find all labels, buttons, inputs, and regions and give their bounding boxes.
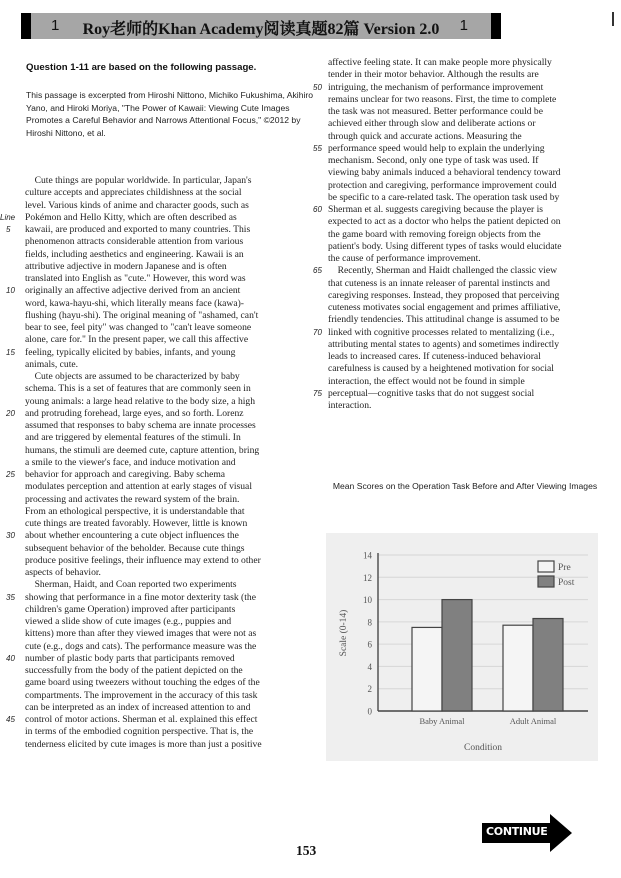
passage-line: [328, 302, 613, 314]
passage-line: [328, 155, 613, 167]
passage-left-column: [0, 175, 315, 751]
passage-line-text: successfully from the body of the patient depicted on the: [25, 665, 243, 676]
passage-line-text: perceptual—cognitive tasks that do not suggest social: [328, 387, 535, 399]
x-tick-label: Adult Animal: [509, 716, 557, 726]
passage-line-text: produce positive feelings, their influence may extend to other: [25, 554, 261, 566]
passage-line-text: originally an affective adjective derived from an ancient: [25, 285, 241, 297]
passage-line-text: behavior for approach and caregiving. Baby schema: [25, 469, 226, 480]
passage-line: [328, 216, 613, 228]
passage-line-text: in terms of the embodied cognition perspective. That is, the: [25, 726, 254, 738]
passage-line: [328, 400, 613, 412]
passage-line-text: humans, the stimuli are deemed cute, capture attention, bring: [25, 444, 260, 456]
line-number: 50: [313, 82, 322, 92]
passage-line: [25, 726, 315, 738]
passage-line: [25, 518, 315, 530]
passage-line: [25, 739, 315, 751]
passage-line: [328, 351, 613, 363]
arrow-right-icon: [550, 814, 572, 852]
passage-intro: This passage is excerpted from Hiroshi Nittono, Michiko Fukushima, Akihiro Yano, and Hiroki Moriya, "The Power of Kawaii: Viewing Cute Images Promotes a Careful Behavior and Narrows Attentional Focus," ©2012 by Hiroshi Nittono, et al.: [26, 90, 314, 138]
passage-line: [25, 506, 315, 518]
passage-line-text: compartments. The improvement in the accuracy of this task: [25, 689, 258, 701]
passage-line: [25, 273, 315, 285]
passage-line-text: friendly tendencies. This attitudinal change is assumed to be: [328, 314, 560, 326]
passage-line: [6, 224, 315, 236]
passage-line-text: Pokémon and Hello Kitty, which are often described as: [25, 211, 237, 223]
y-tick-label: 6: [367, 639, 372, 650]
passage-line: [313, 204, 613, 216]
y-tick-label: 4: [367, 661, 372, 672]
y-tick-label: 0: [367, 706, 372, 717]
passage-line-text: caregiving responses. Instead, they proposed that perceiving: [328, 289, 560, 301]
x-axis-label: Condition: [463, 743, 503, 753]
passage-line: [328, 339, 613, 351]
passage-line-text: the cause of performance improvement.: [328, 253, 481, 264]
passage-line: [25, 457, 315, 469]
passage-line-text: phenomenon attracts considerable attention from various: [25, 236, 244, 248]
passage-line-text: processing and activates the reward system of the brain.: [25, 493, 240, 505]
passage-line-text: cuteness motivates social engagement and primes affiliative,: [328, 302, 561, 313]
passage-line: [25, 322, 315, 334]
passage-line: [25, 432, 315, 444]
passage-line: [25, 261, 315, 273]
passage-line: [6, 346, 315, 359]
passage-line: [25, 616, 315, 628]
passage-line-text: and protruding forehead, large eyes, and so forth. Lorenz: [25, 407, 244, 419]
passage-line-text: affective feeling state. It can make people more physically: [328, 57, 552, 68]
passage-line-text: attributive adjective in modern Japanese and is often: [25, 260, 227, 272]
passage-line-text: kittens) more than after they viewed images that were not as: [25, 628, 257, 640]
passage-line: [313, 387, 613, 400]
line-number: 60: [313, 205, 322, 214]
legend-label-pre: Pre: [558, 563, 571, 573]
passage-line-text: number of plastic body parts that participants removed: [25, 652, 235, 664]
passage-line: [25, 579, 315, 591]
chart-panel: [326, 533, 598, 761]
passage-line: [25, 702, 315, 714]
passage-line: [25, 298, 315, 310]
passage-line-text: young animals: a large head relative to the body size, a high: [25, 395, 256, 407]
passage-line: [328, 131, 613, 143]
passage-line-text: bear to see, feel pity" was changed to "can't leave someone: [25, 322, 252, 333]
bar-pre-adult-animal: [503, 625, 533, 711]
passage-line-text: interaction, the effect would not be found in simple: [328, 375, 525, 387]
passage-line-text: the game board with removing foreign objects from the: [328, 228, 541, 240]
continue-arrow[interactable]: [482, 814, 574, 852]
passage-line-text: subsequent behavior of the beholder. Because cute things: [25, 542, 245, 554]
passage-line-text: children's game Operation) improved after participants: [25, 603, 236, 615]
passage-line-text: be specific to a care-related task. The operation task used by: [328, 191, 560, 203]
header-title: Roy老师的Khan Academy阅读真题82篇 Version 2.0: [82, 21, 440, 38]
passage-line-text: that cuteness is an innate releaser of parental instincts and: [328, 277, 550, 289]
y-tick-label: 10: [363, 595, 372, 606]
question-heading: Question 1-11 are based on the following passage.: [26, 62, 257, 73]
line-number: 75: [313, 388, 322, 398]
line-number: 70: [313, 327, 322, 337]
passage-line-text: viewing baby animals induced a behavioral tendency toward: [328, 167, 561, 179]
passage-line-text: From an ethological perspective, it is understandable that: [25, 505, 245, 517]
passage-line: [25, 236, 315, 248]
passage-line-text: game board using tweezers without touching the edges of the: [25, 677, 260, 689]
passage-line-text: fields, including aesthetics and engineering. Kawaii is an: [25, 248, 244, 260]
passage-line: [25, 420, 315, 432]
passage-line: [328, 69, 613, 81]
passage-line-text: cute (e.g., dogs and cats). The performance measure was the: [25, 640, 257, 652]
passage-line-text: expected to act as a doctor who helps the patient depicted on: [328, 216, 561, 228]
passage-line-text: tenderness elicited by cute images is more than just a positive: [25, 738, 262, 750]
passage-line: [6, 285, 315, 297]
passage-line: [328, 118, 613, 130]
passage-line-text: animals, cute.: [25, 358, 79, 370]
passage-line: [25, 334, 315, 346]
passage-line-text: intriguing, the mechanism of performance improvement: [328, 81, 544, 93]
passage-line-text: through quick and accurate actions. Measuring the: [328, 130, 522, 142]
passage-line-text: schema. This is a set of features that are commonly seen in: [25, 383, 251, 395]
y-tick-label: 14: [363, 550, 372, 561]
passage-line-text: interaction.: [328, 400, 372, 411]
passage-line: [25, 604, 315, 616]
page-header: [21, 13, 501, 39]
passage-line-text: culture accepts and appreciates childishness at the social: [25, 187, 242, 199]
page-number: 153: [296, 843, 317, 858]
passage-line-text: and are triggered by elemental features of the stimuli. In: [25, 432, 241, 444]
passage-line: [6, 591, 315, 604]
passage-line-text: about whether encountering a cute object influences the: [25, 530, 239, 542]
passage-line-text: Sherman, Haidt, and Coan reported two experiments: [25, 579, 237, 591]
passage-line-text: showing that performance in a fine motor dexterity task (the: [25, 591, 256, 603]
passage-line: [25, 543, 315, 555]
passage-line-text: leads to increased cares. If cuteness-induced behavioral: [328, 351, 541, 362]
passage-line-text: cute things are treated favorably. However, little is known: [25, 518, 248, 529]
chart-title: Mean Scores on the Operation Task Before and After Viewing Images: [332, 481, 598, 491]
passage-line-text: Sherman et al. suggests caregiving because the player is: [328, 204, 543, 215]
line-number: 30: [6, 531, 15, 541]
passage-line: [328, 278, 613, 290]
passage-line-text: carefulness is caused by a heightened motivation for social: [328, 363, 554, 375]
passage-line-text: tender in their motor behavior. Although the results are: [328, 69, 539, 81]
x-tick-label: Baby Animal: [419, 716, 465, 726]
page-edge-mark: [612, 12, 614, 26]
y-tick-label: 8: [367, 617, 372, 628]
passage-line: [313, 81, 613, 94]
passage-line: [328, 94, 613, 106]
passage-line-text: control of motor actions. Sherman et al. explained this effect: [25, 714, 258, 725]
passage-line: [25, 200, 315, 212]
line-number: 55: [313, 143, 322, 153]
passage-line-text: word, kawa-hayu-shi, which literally means face (kawa)-: [25, 297, 244, 309]
passage-line: [328, 363, 613, 375]
passage-line: [25, 396, 315, 408]
y-tick-label: 2: [367, 684, 372, 695]
bar-pre-baby-animal: [412, 627, 442, 711]
bar-chart: [326, 533, 598, 761]
passage-line-text: achieved either through slow and deliberate actions or: [328, 118, 536, 130]
passage-line-text: translated into English as "cute." However, this word was: [25, 273, 246, 284]
passage-line: [328, 106, 613, 118]
passage-line: [6, 652, 315, 665]
line-number: 25: [6, 470, 15, 479]
passage-line-text: viewed a slide show of cute images (e.g., puppies and: [25, 616, 232, 627]
line-number: Line: [0, 212, 16, 222]
line-number: 20: [6, 408, 15, 418]
line-number: 35: [6, 592, 15, 602]
passage-line: [25, 677, 315, 689]
passage-line-text: the task was not measured. Better performance could be: [328, 106, 543, 117]
passage-line: [328, 192, 613, 204]
passage-line: [25, 628, 315, 640]
passage-line-text: kawaii, are produced and exported to many countries. This: [25, 224, 251, 235]
bar-post-adult-animal: [533, 619, 563, 711]
passage-line: [328, 57, 613, 69]
bar-post-baby-animal: [442, 600, 472, 711]
passage-line: [328, 253, 613, 265]
passage-line: [25, 359, 315, 371]
passage-line: [313, 142, 613, 155]
line-number: 65: [313, 266, 322, 276]
passage-line-text: Cute objects are assumed to be characterized by baby: [25, 371, 240, 382]
passage-line-text: flushing (hayu-shi). The original meaning of "ashamed, can't: [25, 309, 259, 321]
passage-line: [6, 530, 315, 542]
passage-line-text: feeling, typically elicited by babies, infants, and young: [25, 346, 236, 358]
passage-line-text: linked with cognitive processes related to mentalizing (i.e.,: [328, 326, 555, 338]
passage-line: [6, 714, 315, 726]
y-axis-label: Scale (0-14): [339, 609, 349, 657]
passage-line-text: performance speed would help to explain the underlying: [328, 142, 545, 154]
passage-line: [25, 567, 315, 579]
passage-line-text: aspects of behavior.: [25, 567, 101, 578]
passage-line-text: Cute things are popular worldwide. In particular, Japan's: [25, 175, 252, 186]
passage-line: [328, 180, 613, 192]
passage-line-text: remains unclear for two reasons. First, the time to complete: [328, 93, 557, 105]
passage-right-column: [313, 57, 613, 412]
passage-line: [328, 290, 613, 302]
continue-label: CONTINUE: [486, 825, 548, 838]
passage-line: [328, 241, 613, 253]
passage-line: [25, 481, 315, 493]
passage-line: [25, 249, 315, 261]
passage-line-text: alone, care for." In the present paper, we call this affective: [25, 334, 249, 346]
passage-line: [328, 229, 613, 241]
passage-line-text: mechanism. Second, only one type of task was used. If: [328, 155, 539, 166]
passage-line: [25, 383, 315, 395]
line-number: 15: [6, 347, 15, 357]
passage-line: [25, 445, 315, 457]
passage-line: [25, 187, 315, 199]
passage-line: [25, 690, 315, 702]
passage-line: [25, 494, 315, 506]
passage-line: [25, 175, 315, 187]
passage-line-text: protection and caregiving, performance improvement could: [328, 179, 557, 191]
header-right-bar: [491, 13, 501, 39]
line-number: 5: [6, 225, 11, 234]
passage-line: [328, 376, 613, 388]
passage-line: [25, 665, 315, 677]
passage-line-text: Recently, Sherman and Haidt challenged the classic view: [328, 265, 558, 277]
line-number: 45: [6, 715, 15, 724]
passage-line: [25, 371, 315, 383]
legend-swatch-pre: [538, 561, 554, 572]
passage-line: [313, 265, 613, 277]
passage-line: [313, 326, 613, 339]
passage-line-text: can be interpreted as an index of increased attention to and: [25, 701, 251, 713]
header-right-number: 1: [459, 17, 468, 34]
passage-line-text: modulates perception and attention at early stages of visual: [25, 481, 252, 493]
passage-line: [328, 314, 613, 326]
passage-line: [25, 555, 315, 567]
passage-line-text: level. Various kinds of anime and character goods, such as: [25, 199, 249, 211]
passage-line: [25, 641, 315, 653]
passage-line: [6, 407, 315, 420]
passage-line: [0, 211, 315, 224]
line-number: 10: [6, 286, 15, 296]
passage-line: [6, 469, 315, 481]
line-number: 40: [6, 653, 15, 663]
header-left-number: 1: [51, 17, 60, 34]
passage-line-text: a smile to the viewer's face, and induce motivation and: [25, 456, 236, 468]
passage-line-text: attributing mental states to agents) and sometimes indirectly: [328, 338, 559, 350]
passage-line-text: patient's body. Using different types of tasks would elucidate: [328, 240, 562, 252]
legend-label-post: Post: [558, 578, 575, 588]
passage-line-text: assumed that responses to baby schema are innate processes: [25, 420, 256, 431]
legend-swatch-post: [538, 576, 554, 587]
passage-line: [25, 310, 315, 322]
y-tick-label: 12: [363, 572, 372, 583]
passage-line: [328, 167, 613, 179]
